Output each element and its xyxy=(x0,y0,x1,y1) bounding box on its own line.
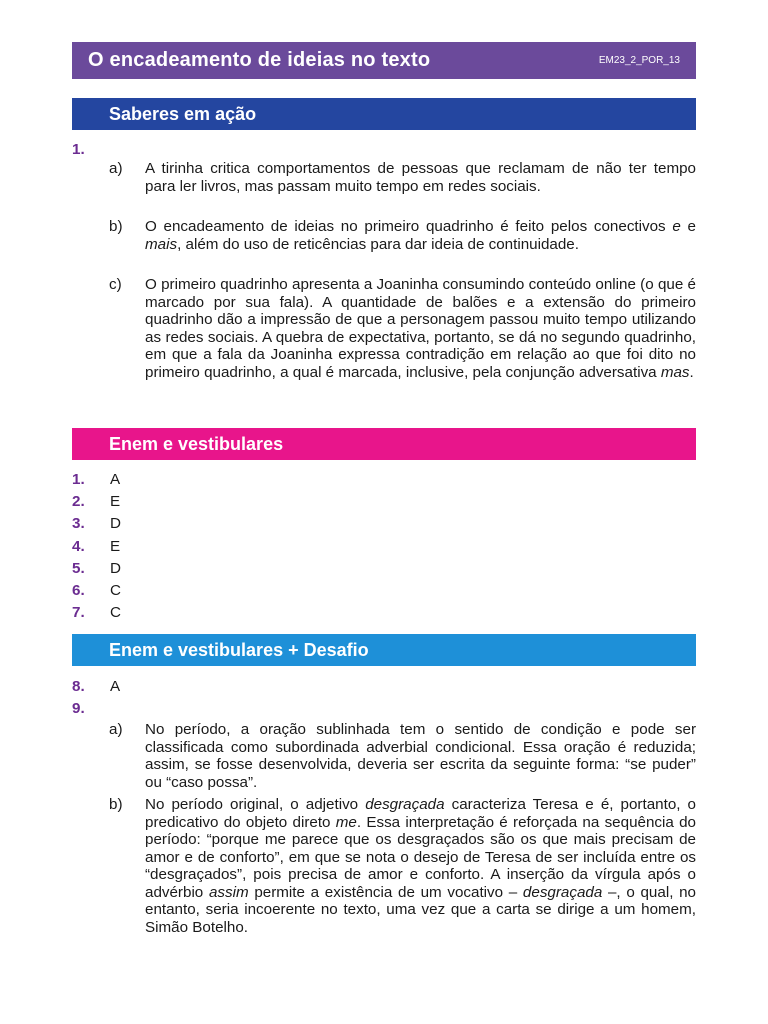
section-title: Enem e vestibulares xyxy=(109,433,284,454)
item-text: No período, a oração sublinhada tem o sentido de condição e pode ser classificada como subordinada adverbial condicional. Essa oração é reduzida; assim, se fosse desenvolvida, deveria ser escrita da seguinte forma: “se puder” ou “caso possa”. xyxy=(145,721,696,791)
question-number-label: 1. xyxy=(72,141,85,158)
page-title: O encadeamento de ideias no texto xyxy=(88,49,431,71)
item-text: O encadeamento de ideias no primeiro quadrinho é feito pelos conectivos e e mais, além do uso de reticências para dar ideia de continuidade. xyxy=(145,218,696,253)
item-label: a) xyxy=(109,721,123,738)
section-title: Saberes em ação xyxy=(109,103,257,124)
item-label: c) xyxy=(109,276,122,293)
item-label: a) xyxy=(109,160,123,177)
section-header-enem xyxy=(72,428,696,460)
section-header-saberes xyxy=(72,98,696,130)
item-text: A tirinha critica comportamentos de pessoas que reclamam de não ter tempo para ler livros, mas passam muito tempo em redes sociais. xyxy=(145,160,696,195)
item-label: b) xyxy=(109,796,123,813)
item-text: O primeiro quadrinho apresenta a Joaninha consumindo conteúdo online (o que é marcado por sua fala). A quantidade de balões e a extensão do primeiro quadrinho dão a impressão de que a personagem passou muito tempo utilizando as redes sociais. A quebra de expectativa, portanto, se dá no segundo quadrinho, em que a fala da Joaninha expressa contradição em relação ao que foi dito no primeiro quadrinho, a qual é marcada, inclusive, pela conjunção adversativa mas. xyxy=(145,276,696,381)
section-header-desafio xyxy=(72,634,696,666)
question-number xyxy=(72,141,696,159)
item-text: No período original, o adjetivo desgraçada caracteriza Teresa e é, portanto, o predicativo do objeto direto me. Essa interpretação é reforçada na sequência do período: “porque me parece que os desgraçados são os que mais precisam de amor e de conforto”, em que se nota o desejo de Teresa de ser incluída entre os “desgraçados”, pois precisa de amor e conforto. A inserção da vírgula após o advérbio assim permite a existência de um vocativo – desgraçada –, o qual, no entanto, seria incoerente no texto, uma vez que a carta se dirige a um homem, Simão Botelho. xyxy=(145,796,696,936)
document-code: EM23_2_POR_13 xyxy=(598,55,680,66)
page-header xyxy=(72,42,696,79)
item-label: b) xyxy=(109,218,123,235)
section-title: Enem e vestibulares + Desafio xyxy=(109,639,369,660)
